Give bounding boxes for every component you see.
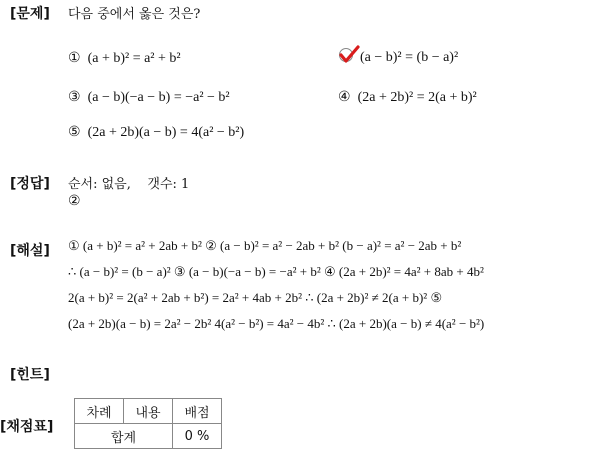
scoring-header-order: 차례	[75, 399, 124, 424]
option-3[interactable]	[68, 89, 230, 106]
option-1-number: ①	[68, 51, 81, 66]
option-2[interactable]	[360, 50, 458, 66]
answer-order: 순서: 없음,	[68, 177, 131, 192]
scoring-total-row	[75, 424, 222, 449]
scoring-label: [채점표]	[0, 419, 54, 435]
option-3-number: ③	[68, 90, 81, 105]
explanation-label: [해설]	[10, 243, 50, 259]
scoring-header-row	[75, 399, 222, 424]
option-1-expression: (a + b)² = a² + b²	[87, 51, 181, 66]
option-5-expression: (2a + 2b)(a − b) = 4(a² − b²)	[87, 125, 245, 140]
problem-question: 다음 중에서 옳은 것은?	[68, 7, 201, 22]
explanation-line-3: 2(a + b)² = 2(a² + 2ab + b²) = 2a² + 4ab + 2b² ∴ (2a + 2b)² ≠ 2(a + b)² ⑤	[68, 290, 443, 305]
option-5[interactable]	[68, 124, 244, 141]
answer-value: ②	[68, 194, 81, 209]
option-2-expression: (a − b)² = (b − a)²	[360, 50, 459, 65]
checkmark-icon	[338, 44, 360, 66]
scoring-total-label: 합계	[75, 424, 173, 449]
scoring-header-points: 배점	[173, 399, 222, 424]
option-4-expression: (2a + 2b)² = 2(a + b)²	[357, 90, 477, 105]
answer-meta	[68, 173, 189, 192]
scoring-table	[74, 398, 222, 449]
scoring-total-value: 0 %	[173, 424, 222, 449]
option-5-number: ⑤	[68, 125, 81, 140]
option-4-number: ④	[338, 90, 351, 105]
option-1[interactable]	[68, 50, 181, 67]
answer-count: 갯수: 1	[147, 177, 190, 192]
problem-label: [문제]	[10, 6, 50, 22]
option-3-expression: (a − b)(−a − b) = −a² − b²	[87, 90, 230, 105]
hint-label: [힌트]	[10, 367, 50, 383]
option-4[interactable]	[338, 89, 477, 106]
scoring-header-content: 내용	[124, 399, 173, 424]
explanation-line-1: ① (a + b)² = a² + 2ab + b² ② (a − b)² = a² − 2ab + b² (b − a)² = a² − 2ab + b²	[68, 238, 462, 253]
answer-label: [정답]	[10, 176, 50, 192]
explanation-line-2: ∴ (a − b)² = (b − a)² ③ (a − b)(−a − b) = −a² + b² ④ (2a + 2b)² = 4a² + 8ab + 4b²	[68, 264, 484, 279]
explanation-line-4: (2a + 2b)(a − b) = 2a² − 2b² 4(a² − b²) = 4a² − 4b² ∴ (2a + 2b)(a − b) ≠ 4(a² − b²)	[68, 316, 485, 331]
